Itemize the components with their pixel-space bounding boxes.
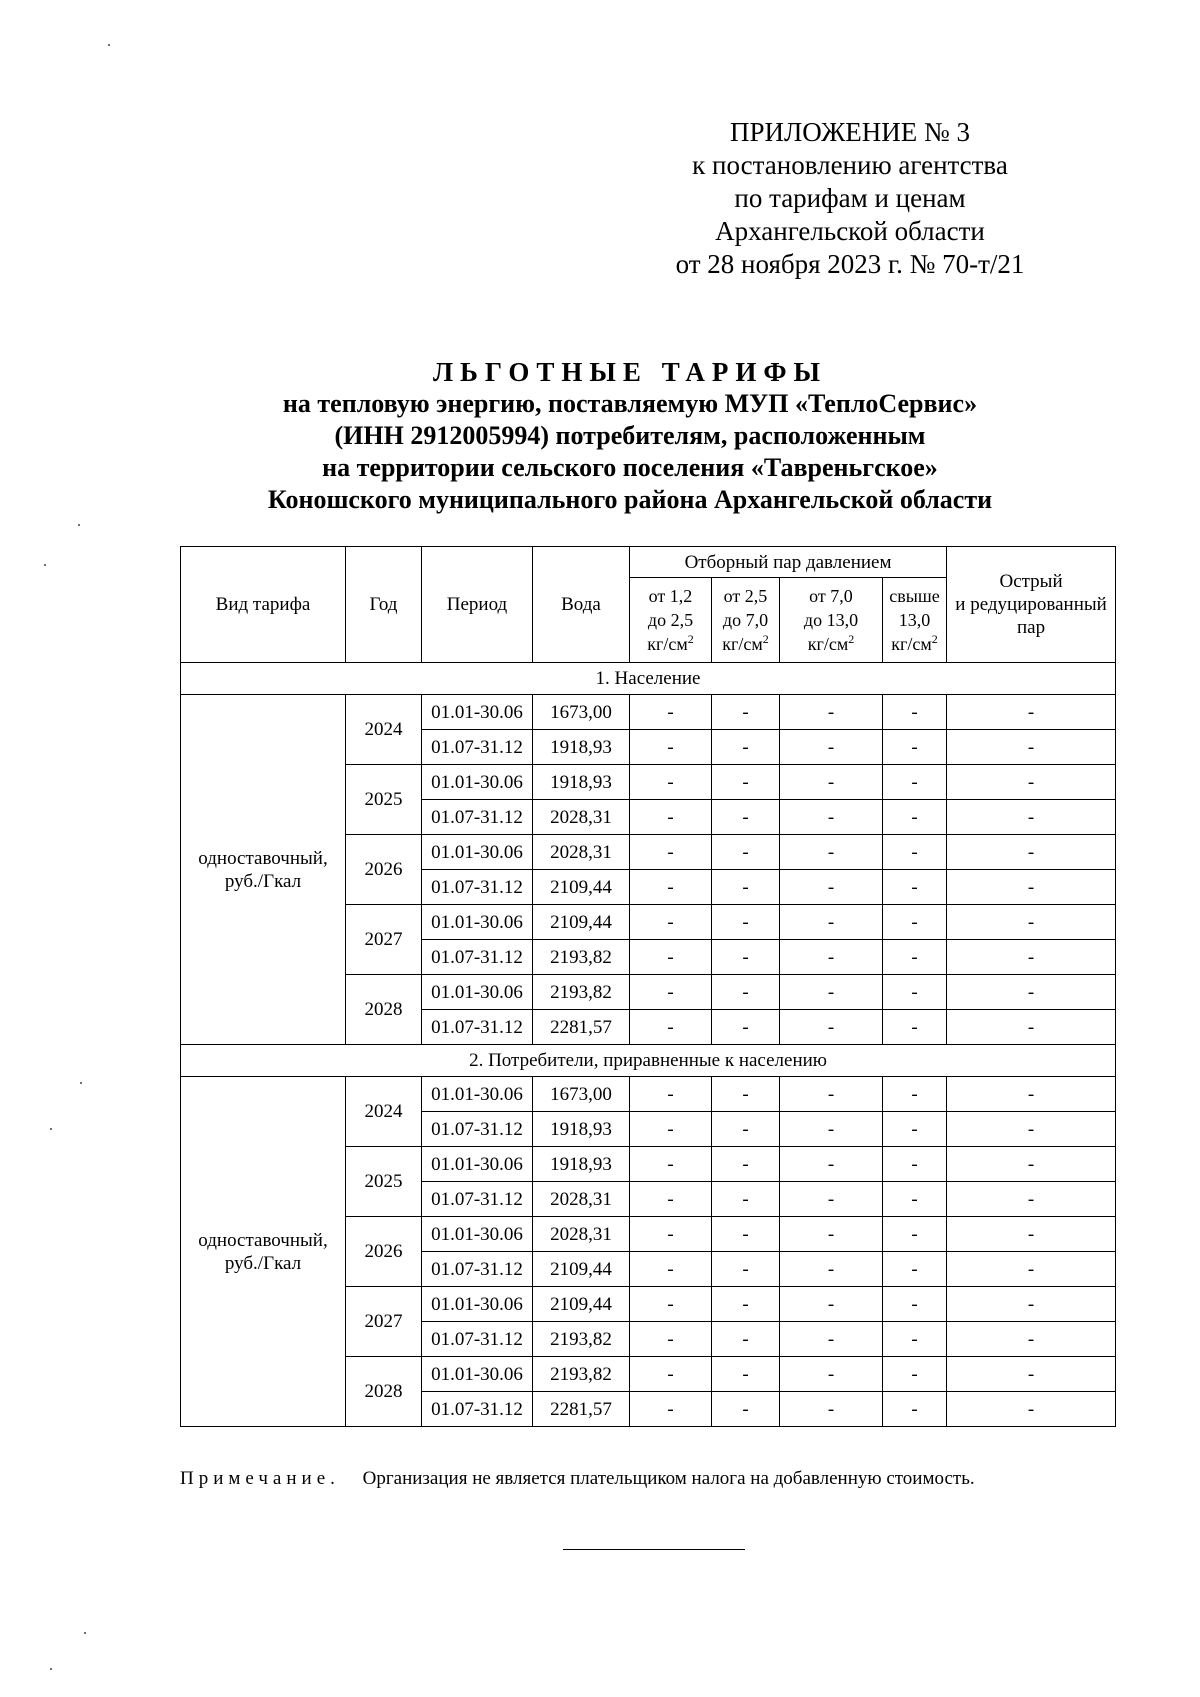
sharp-steam-cell: - bbox=[947, 1357, 1116, 1392]
pressure-1-cell: - bbox=[630, 1217, 712, 1252]
sharp-steam-cell: - bbox=[947, 1077, 1116, 1112]
pressure-4-cell: - bbox=[883, 1147, 947, 1182]
header-year: Год bbox=[346, 547, 422, 663]
water-tariff-cell: 1673,00 bbox=[533, 695, 630, 730]
header-unit bbox=[782, 632, 880, 656]
pressure-2-cell: - bbox=[712, 905, 780, 940]
pressure-4-cell: - bbox=[883, 1112, 947, 1147]
water-tariff-cell: 2193,82 bbox=[533, 1322, 630, 1357]
year-cell: 2028 bbox=[346, 975, 422, 1045]
title-line: Коношского муниципального района Архангельской области bbox=[267, 485, 993, 514]
pressure-3-cell: - bbox=[780, 1112, 883, 1147]
water-tariff-cell: 2028,31 bbox=[533, 1217, 630, 1252]
pressure-1-cell: - bbox=[630, 695, 712, 730]
header-water: Вода bbox=[533, 547, 630, 663]
unit-text: кг/см bbox=[722, 634, 763, 654]
table-row bbox=[181, 1077, 1116, 1112]
header-period: Период bbox=[422, 547, 533, 663]
sharp-steam-cell: - bbox=[947, 695, 1116, 730]
tariff-type-line: руб./Гкал bbox=[224, 1252, 302, 1274]
header-line: от 1,2 bbox=[648, 586, 693, 606]
section-title: 1. Население bbox=[181, 663, 1116, 695]
pressure-2-cell: - bbox=[712, 975, 780, 1010]
sharp-steam-cell: - bbox=[947, 975, 1116, 1010]
period-cell: 01.07-31.12 bbox=[422, 1112, 533, 1147]
pressure-2-cell: - bbox=[712, 1217, 780, 1252]
pressure-2-cell: - bbox=[712, 940, 780, 975]
pressure-2-cell: - bbox=[712, 695, 780, 730]
water-tariff-cell: 1918,93 bbox=[533, 730, 630, 765]
note-text: Организация не является плательщиком налога на добавленную стоимость. bbox=[362, 1468, 975, 1489]
sharp-steam-cell: - bbox=[947, 835, 1116, 870]
unit-sup: 2 bbox=[848, 632, 855, 646]
year-cell: 2026 bbox=[346, 835, 422, 905]
note bbox=[180, 1468, 1140, 1490]
period-cell: 01.07-31.12 bbox=[422, 1182, 533, 1217]
water-tariff-cell: 2281,57 bbox=[533, 1010, 630, 1045]
pressure-1-cell: - bbox=[630, 1287, 712, 1322]
header-line: до 7,0 bbox=[722, 610, 769, 630]
year-cell: 2025 bbox=[346, 1147, 422, 1217]
pressure-2-cell: - bbox=[712, 1147, 780, 1182]
header-unit bbox=[714, 632, 777, 656]
pressure-3-cell: - bbox=[780, 730, 883, 765]
sharp-steam-cell: - bbox=[947, 1252, 1116, 1287]
pressure-2-cell: - bbox=[712, 765, 780, 800]
sharp-steam-cell: - bbox=[947, 1392, 1116, 1427]
water-tariff-cell: 2109,44 bbox=[533, 1252, 630, 1287]
year-cell: 2028 bbox=[346, 1357, 422, 1427]
pressure-3-cell: - bbox=[780, 800, 883, 835]
pressure-1-cell: - bbox=[630, 835, 712, 870]
tariff-type-cell bbox=[181, 1077, 346, 1427]
year-cell: 2024 bbox=[346, 695, 422, 765]
pressure-4-cell: - bbox=[883, 1217, 947, 1252]
appendix-date: от 28 ноября 2023 г. № 70-т/21 bbox=[675, 249, 1025, 279]
header-steam-group: Отборный пар давлением bbox=[630, 547, 947, 578]
pressure-2-cell: - bbox=[712, 730, 780, 765]
pressure-3-cell: - bbox=[780, 1287, 883, 1322]
pressure-3-cell: - bbox=[780, 1182, 883, 1217]
pressure-4-cell: - bbox=[883, 1182, 947, 1217]
pressure-2-cell: - bbox=[712, 1392, 780, 1427]
appendix-line: по тарифам и ценам bbox=[734, 183, 966, 213]
sharp-steam-cell: - bbox=[947, 1147, 1116, 1182]
sharp-steam-cell: - bbox=[947, 800, 1116, 835]
water-tariff-cell: 1673,00 bbox=[533, 1077, 630, 1112]
pressure-4-cell: - bbox=[883, 1287, 947, 1322]
sharp-steam-cell: - bbox=[947, 1217, 1116, 1252]
pressure-1-cell: - bbox=[630, 1010, 712, 1045]
tariff-type-line: одноставочный, bbox=[198, 847, 328, 869]
pressure-1-cell: - bbox=[630, 870, 712, 905]
tariff-type-cell bbox=[181, 695, 346, 1045]
section-title: 2. Потребители, приравненные к населению bbox=[181, 1045, 1116, 1077]
header-line: до 13,0 bbox=[803, 610, 859, 630]
period-cell: 01.01-30.06 bbox=[422, 975, 533, 1010]
tariff-type-line: руб./Гкал bbox=[224, 870, 302, 892]
scan-speck bbox=[50, 1668, 52, 1670]
period-cell: 01.01-30.06 bbox=[422, 905, 533, 940]
pressure-1-cell: - bbox=[630, 800, 712, 835]
title-line: (ИНН 2912005994) потребителям, расположенным bbox=[334, 421, 926, 450]
pressure-2-cell: - bbox=[712, 1322, 780, 1357]
pressure-2-cell: - bbox=[712, 1252, 780, 1287]
pressure-3-cell: - bbox=[780, 1252, 883, 1287]
water-tariff-cell: 1918,93 bbox=[533, 1112, 630, 1147]
period-cell: 01.01-30.06 bbox=[422, 1147, 533, 1182]
period-cell: 01.01-30.06 bbox=[422, 835, 533, 870]
unit-text: кг/см bbox=[807, 634, 849, 654]
pressure-3-cell: - bbox=[780, 1322, 883, 1357]
period-cell: 01.01-30.06 bbox=[422, 1287, 533, 1322]
pressure-1-cell: - bbox=[630, 765, 712, 800]
pressure-4-cell: - bbox=[883, 730, 947, 765]
pressure-1-cell: - bbox=[630, 1077, 712, 1112]
pressure-4-cell: - bbox=[883, 695, 947, 730]
scan-speck bbox=[84, 1632, 86, 1634]
sharp-steam-cell: - bbox=[947, 765, 1116, 800]
header-line: свыше bbox=[889, 586, 940, 606]
pressure-3-cell: - bbox=[780, 765, 883, 800]
pressure-4-cell: - bbox=[883, 940, 947, 975]
pressure-2-cell: - bbox=[712, 1287, 780, 1322]
period-cell: 01.07-31.12 bbox=[422, 1252, 533, 1287]
pressure-1-cell: - bbox=[630, 905, 712, 940]
year-cell: 2024 bbox=[346, 1077, 422, 1147]
pressure-2-cell: - bbox=[712, 1112, 780, 1147]
water-tariff-cell: 2109,44 bbox=[533, 1287, 630, 1322]
sharp-steam-cell: - bbox=[947, 1182, 1116, 1217]
header-sharp-line: Острый bbox=[999, 571, 1063, 592]
pressure-3-cell: - bbox=[780, 1217, 883, 1252]
pressure-1-cell: - bbox=[630, 975, 712, 1010]
water-tariff-cell: 2028,31 bbox=[533, 1182, 630, 1217]
year-cell: 2027 bbox=[346, 1287, 422, 1357]
pressure-3-cell: - bbox=[780, 975, 883, 1010]
scan-speck bbox=[44, 564, 46, 566]
appendix-header bbox=[640, 116, 1060, 281]
header-line: до 2,5 bbox=[647, 610, 694, 630]
header-line: от 7,0 bbox=[809, 586, 853, 606]
sharp-steam-cell: - bbox=[947, 905, 1116, 940]
pressure-4-cell: - bbox=[883, 905, 947, 940]
scan-speck bbox=[50, 1128, 52, 1130]
tariff-table-body bbox=[181, 663, 1116, 1427]
pressure-4-cell: - bbox=[883, 1357, 947, 1392]
pressure-1-cell: - bbox=[630, 1182, 712, 1217]
pressure-4-cell: - bbox=[883, 1322, 947, 1357]
period-cell: 01.07-31.12 bbox=[422, 870, 533, 905]
title-main: ЛЬГОТНЫЕ ТАРИФЫ bbox=[432, 357, 828, 387]
pressure-3-cell: - bbox=[780, 1010, 883, 1045]
pressure-3-cell: - bbox=[780, 695, 883, 730]
pressure-1-cell: - bbox=[630, 1357, 712, 1392]
pressure-2-cell: - bbox=[712, 1010, 780, 1045]
sharp-steam-cell: - bbox=[947, 1287, 1116, 1322]
unit-sup: 2 bbox=[687, 632, 694, 646]
year-cell: 2026 bbox=[346, 1217, 422, 1287]
pressure-4-cell: - bbox=[883, 1010, 947, 1045]
unit-sup: 2 bbox=[931, 632, 938, 646]
pressure-4-cell: - bbox=[883, 835, 947, 870]
pressure-4-cell: - bbox=[883, 800, 947, 835]
header-pressure-2 bbox=[712, 578, 780, 663]
sharp-steam-cell: - bbox=[947, 870, 1116, 905]
pressure-2-cell: - bbox=[712, 1357, 780, 1392]
water-tariff-cell: 1918,93 bbox=[533, 765, 630, 800]
pressure-4-cell: - bbox=[883, 1252, 947, 1287]
header-pressure-4 bbox=[883, 578, 947, 663]
title-line: на территории сельского поселения «Тавреньгское» bbox=[322, 453, 938, 482]
header-line: 13,0 bbox=[898, 610, 931, 630]
pressure-2-cell: - bbox=[712, 835, 780, 870]
period-cell: 01.07-31.12 bbox=[422, 1322, 533, 1357]
water-tariff-cell: 2028,31 bbox=[533, 800, 630, 835]
sharp-steam-cell: - bbox=[947, 1112, 1116, 1147]
scan-speck bbox=[78, 524, 80, 526]
pressure-3-cell: - bbox=[780, 940, 883, 975]
water-tariff-cell: 2028,31 bbox=[533, 835, 630, 870]
period-cell: 01.07-31.12 bbox=[422, 1010, 533, 1045]
header-sharp-line: и редуцированный bbox=[955, 594, 1107, 615]
section-row bbox=[181, 1045, 1116, 1077]
sharp-steam-cell: - bbox=[947, 940, 1116, 975]
title-line: на тепловую энергию, поставляемую МУП «ТеплоСервис» bbox=[282, 389, 978, 418]
section-row bbox=[181, 663, 1116, 695]
header-sharp-line: пар bbox=[1016, 617, 1046, 638]
water-tariff-cell: 2193,82 bbox=[533, 1357, 630, 1392]
pressure-4-cell: - bbox=[883, 765, 947, 800]
pressure-1-cell: - bbox=[630, 1392, 712, 1427]
pressure-4-cell: - bbox=[883, 1077, 947, 1112]
pressure-3-cell: - bbox=[780, 1077, 883, 1112]
period-cell: 01.07-31.12 bbox=[422, 800, 533, 835]
water-tariff-cell: 2193,82 bbox=[533, 975, 630, 1010]
header-unit bbox=[632, 632, 709, 656]
unit-text: кг/см bbox=[647, 634, 688, 654]
period-cell: 01.07-31.12 bbox=[422, 730, 533, 765]
header-unit bbox=[885, 632, 944, 656]
pressure-1-cell: - bbox=[630, 730, 712, 765]
water-tariff-cell: 1918,93 bbox=[533, 1147, 630, 1182]
period-cell: 01.01-30.06 bbox=[422, 1217, 533, 1252]
pressure-3-cell: - bbox=[780, 905, 883, 940]
pressure-3-cell: - bbox=[780, 1357, 883, 1392]
period-cell: 01.01-30.06 bbox=[422, 765, 533, 800]
sharp-steam-cell: - bbox=[947, 730, 1116, 765]
pressure-4-cell: - bbox=[883, 870, 947, 905]
header-pressure-1 bbox=[630, 578, 712, 663]
appendix-number: ПРИЛОЖЕНИЕ № 3 bbox=[729, 117, 971, 147]
header-sharp-steam bbox=[947, 547, 1116, 663]
period-cell: 01.01-30.06 bbox=[422, 1077, 533, 1112]
document-title bbox=[200, 356, 1060, 516]
bottom-divider bbox=[563, 1549, 745, 1550]
note-label: Примечание. bbox=[180, 1468, 340, 1489]
water-tariff-cell: 2193,82 bbox=[533, 940, 630, 975]
period-cell: 01.01-30.06 bbox=[422, 695, 533, 730]
pressure-1-cell: - bbox=[630, 1322, 712, 1357]
pressure-2-cell: - bbox=[712, 1077, 780, 1112]
period-cell: 01.07-31.12 bbox=[422, 940, 533, 975]
pressure-2-cell: - bbox=[712, 1182, 780, 1217]
year-cell: 2027 bbox=[346, 905, 422, 975]
unit-sup: 2 bbox=[762, 632, 769, 646]
pressure-1-cell: - bbox=[630, 1147, 712, 1182]
water-tariff-cell: 2281,57 bbox=[533, 1392, 630, 1427]
pressure-4-cell: - bbox=[883, 1392, 947, 1427]
pressure-3-cell: - bbox=[780, 835, 883, 870]
scan-speck bbox=[108, 44, 110, 46]
header-line: от 2,5 bbox=[723, 586, 768, 606]
appendix-line: Архангельской области bbox=[715, 216, 985, 246]
pressure-1-cell: - bbox=[630, 940, 712, 975]
pressure-3-cell: - bbox=[780, 1147, 883, 1182]
sharp-steam-cell: - bbox=[947, 1322, 1116, 1357]
pressure-3-cell: - bbox=[780, 1392, 883, 1427]
water-tariff-cell: 2109,44 bbox=[533, 905, 630, 940]
unit-text: кг/см bbox=[891, 634, 932, 654]
pressure-2-cell: - bbox=[712, 870, 780, 905]
pressure-3-cell: - bbox=[780, 870, 883, 905]
pressure-1-cell: - bbox=[630, 1112, 712, 1147]
period-cell: 01.07-31.12 bbox=[422, 1392, 533, 1427]
appendix-line: к постановлению агентства bbox=[692, 150, 1008, 180]
sharp-steam-cell: - bbox=[947, 1010, 1116, 1045]
header-type: Вид тарифа bbox=[181, 547, 346, 663]
header-pressure-3 bbox=[780, 578, 883, 663]
tariff-table bbox=[180, 546, 1116, 1427]
tariff-type-line: одноставочный, bbox=[198, 1229, 328, 1251]
pressure-1-cell: - bbox=[630, 1252, 712, 1287]
pressure-2-cell: - bbox=[712, 800, 780, 835]
period-cell: 01.01-30.06 bbox=[422, 1357, 533, 1392]
pressure-4-cell: - bbox=[883, 975, 947, 1010]
table-row bbox=[181, 695, 1116, 730]
scan-speck bbox=[80, 1082, 82, 1084]
water-tariff-cell: 2109,44 bbox=[533, 870, 630, 905]
year-cell: 2025 bbox=[346, 765, 422, 835]
